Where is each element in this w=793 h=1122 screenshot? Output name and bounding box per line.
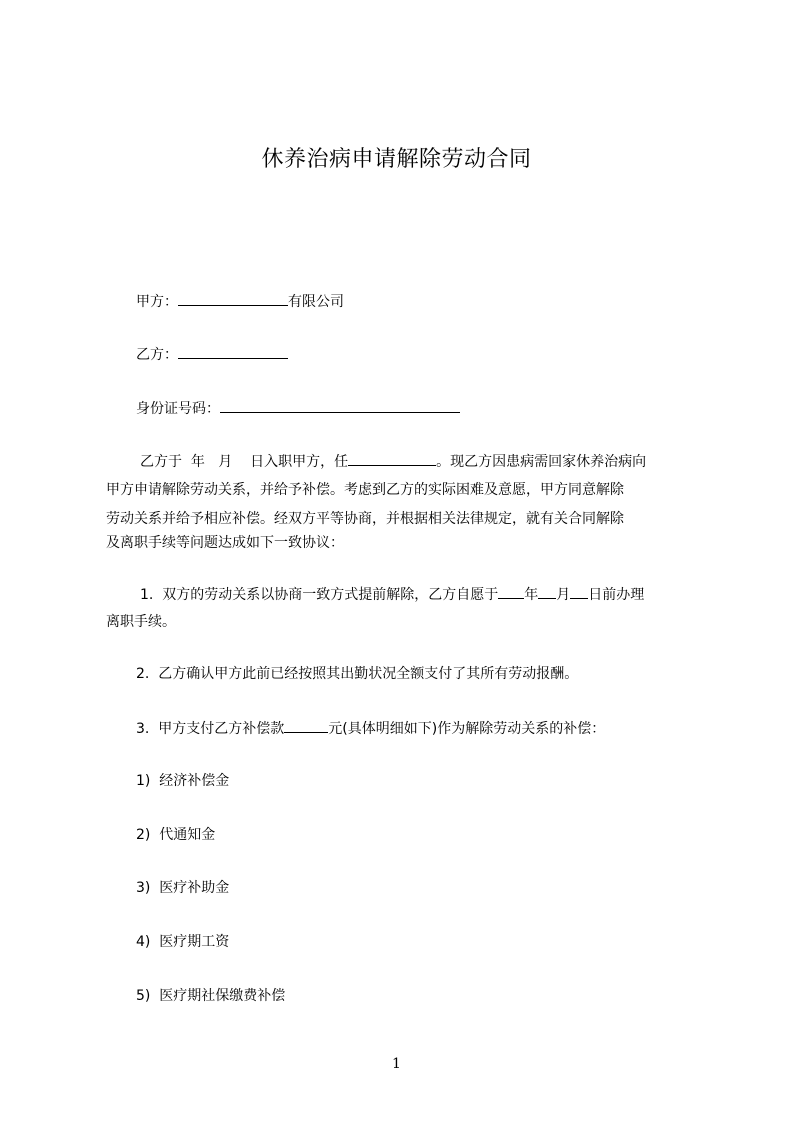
- intro-line-3: 劳动关系并给予相应补偿。经双方平等协商，并根据相关法律规定，就有关合同解除: [106, 511, 624, 527]
- compensation-amount-blank: [284, 718, 328, 733]
- list-item: [136, 932, 229, 952]
- clause-1-day-blank: [570, 584, 588, 599]
- clause-3-text-a: 甲方支付乙方补偿款: [158, 721, 285, 737]
- party-a-name-blank: [178, 291, 288, 306]
- list-item-text: 医疗期社保缴费补偿: [159, 988, 286, 1004]
- intro-day: 日入职甲方，任: [250, 454, 349, 470]
- party-a-line: [136, 291, 344, 312]
- intro-start: 乙方于: [140, 454, 182, 470]
- intro-line-4: 及离职手续等问题达成如下一致协议：: [106, 535, 344, 551]
- clause-1-year-blank: [498, 584, 524, 599]
- id-number-line: [136, 398, 460, 419]
- clause-2: [136, 664, 578, 684]
- intro-rest: 。现乙方因患病需回家休养治病向: [436, 454, 647, 470]
- clause-3: [136, 718, 605, 739]
- party-a-suffix: 有限公司: [288, 294, 344, 310]
- clause-1-month: 月: [556, 587, 571, 603]
- clause-2-text: 乙方确认甲方此前已经按照其出勤状况全额支付了其所有劳动报酬。: [158, 666, 579, 682]
- party-b-label: 乙方：: [136, 347, 178, 363]
- list-item: [136, 878, 229, 898]
- party-b-line: [136, 344, 288, 365]
- list-item-text: 代通知金: [159, 827, 216, 843]
- list-item-number: 2): [136, 827, 151, 843]
- clause-2-number: 2.: [136, 666, 150, 682]
- list-item-number: 5): [136, 988, 151, 1004]
- list-item: [136, 825, 215, 845]
- clause-1-line-1: [140, 584, 644, 605]
- clause-1-number: 1.: [140, 587, 154, 603]
- clause-1-year: 年: [524, 587, 539, 603]
- list-item: [136, 986, 285, 1006]
- list-item-text: 医疗补助金: [159, 880, 230, 896]
- list-item-number: 4): [136, 934, 151, 950]
- intro-line-2: 甲方申请解除劳动关系，并给予补偿。考虑到乙方的实际困难及意愿，甲方同意解除: [106, 482, 624, 498]
- list-item-number: 3): [136, 880, 151, 896]
- list-item: [136, 771, 229, 791]
- list-item-text: 经济补偿金: [159, 773, 230, 789]
- party-b-name-blank: [178, 344, 288, 359]
- clause-1-line-2: 离职手续。: [106, 614, 176, 630]
- list-item-text: 医疗期工资: [159, 934, 230, 950]
- intro-year: 年: [190, 454, 205, 470]
- intro-line-1: [140, 451, 646, 472]
- id-number-blank: [220, 398, 460, 413]
- clause-3-text-b: 元(具体明细如下)作为解除劳动关系的补偿：: [328, 721, 606, 737]
- party-a-label: 甲方：: [136, 294, 178, 310]
- position-blank: [348, 451, 436, 466]
- document-title: 休养治病申请解除劳动合同: [261, 147, 532, 172]
- list-item-number: 1): [136, 773, 151, 789]
- clause-3-number: 3.: [136, 721, 150, 737]
- page-number: 1: [392, 1056, 401, 1072]
- id-number-label: 身份证号码：: [136, 401, 220, 417]
- clause-1-day: 日前办理: [588, 587, 645, 603]
- clause-1-month-blank: [538, 584, 556, 599]
- clause-1-text: 双方的劳动关系以协商一致方式提前解除，乙方自愿于: [162, 587, 499, 603]
- intro-month: 月: [218, 454, 233, 470]
